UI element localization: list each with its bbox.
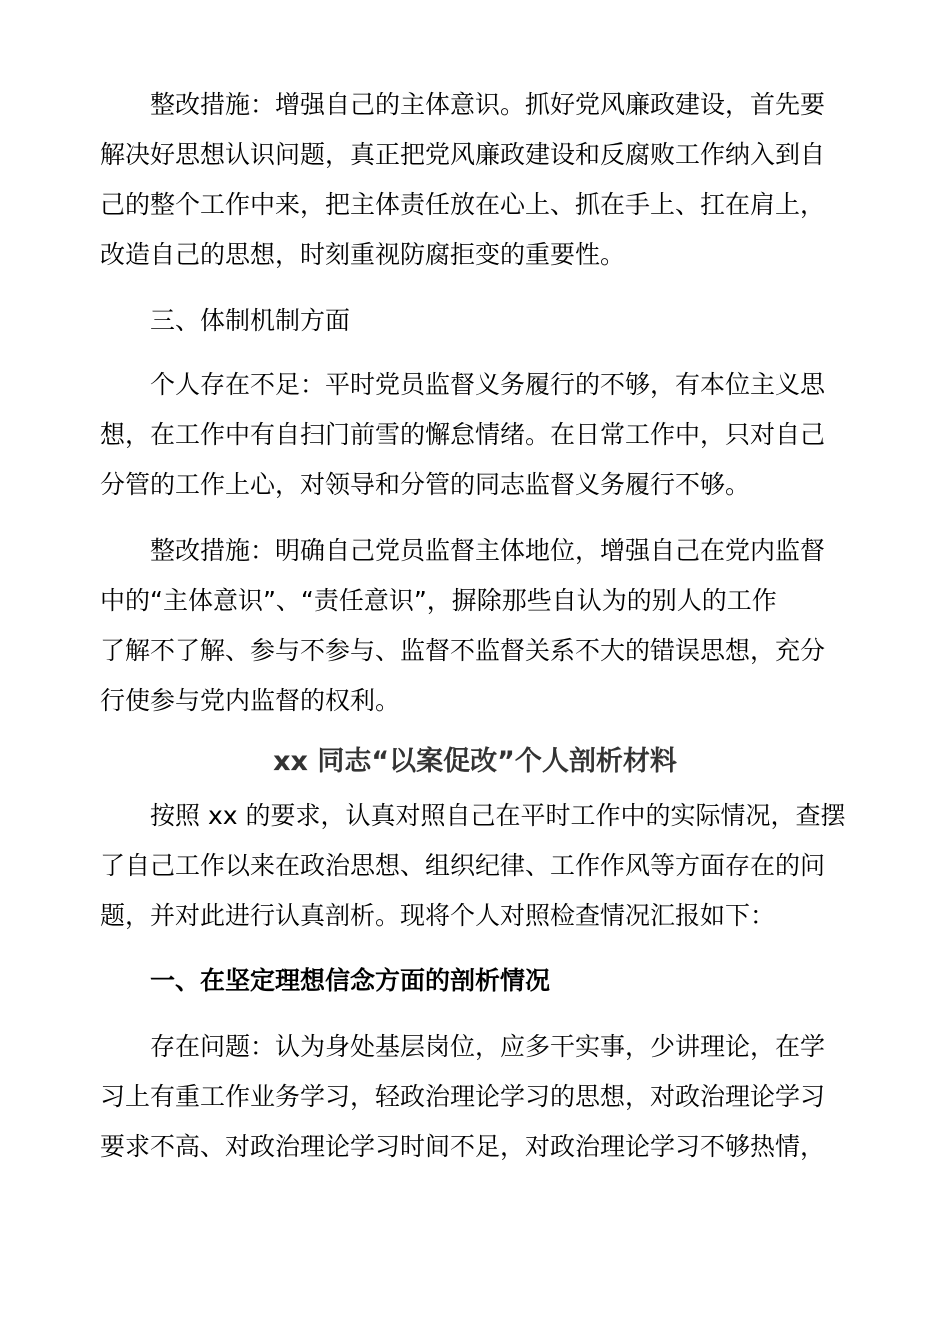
document-title: xx 同志“以案促改”个人剖析材料 [273,746,677,777]
section-heading: 一、在坚定理想信念方面的剖析情况 [150,966,551,995]
paragraph-line: 想，在工作中有自扫门前雪的懈怠情绪。在日常工作中，只对自己 [100,420,826,449]
paragraph-line: 中的“主体意识”、“责任意识”，摒除那些自认为的别人的工作 [100,586,777,615]
paragraph-line: 整改措施：增强自己的主体意识。抓好党风廉政建设，首先要 [150,90,826,119]
paragraph-line: 行使参与党内监督的权利。 [100,686,401,715]
section-heading: 三、体制机制方面 [150,306,351,335]
paragraph-line: 了自己工作以来在政治思想、组织纪律、工作作风等方面存在的问 [100,851,826,880]
paragraph-line: 个人存在不足：平时党员监督义务履行的不够，有本位主义思 [150,370,826,399]
paragraph-line: 要求不高、对政治理论学习时间不足，对政治理论学习不够热情， [100,1132,826,1161]
paragraph-line: 按照 xx 的要求，认真对照自己在平时工作中的实际情况，查摆 [150,801,846,830]
paragraph-line: 解决好思想认识问题，真正把党风廉政建设和反腐败工作纳入到自 [100,140,826,169]
paragraph-line: 了解不了解、参与不参与、监督不监督关系不大的错误思想，充分 [100,636,826,665]
paragraph-line: 整改措施：明确自己党员监督主体地位，增强自己在党内监督 [150,536,826,565]
paragraph-line: 己的整个工作中来，把主体责任放在心上、抓在手上、扛在肩上， [100,190,826,219]
paragraph-line: 改造自己的思想，时刻重视防腐拒变的重要性。 [100,240,626,269]
paragraph-line: 存在问题：认为身处基层岗位，应多干实事，少讲理论，在学 [150,1032,826,1061]
paragraph-line: 分管的工作上心，对领导和分管的同志监督义务履行不够。 [100,470,751,499]
paragraph-line: 题，并对此进行认真剖析。现将个人对照检查情况汇报如下： [100,901,776,930]
paragraph-line: 习上有重工作业务学习，轻政治理论学习的思想，对政治理论学习 [100,1082,826,1111]
